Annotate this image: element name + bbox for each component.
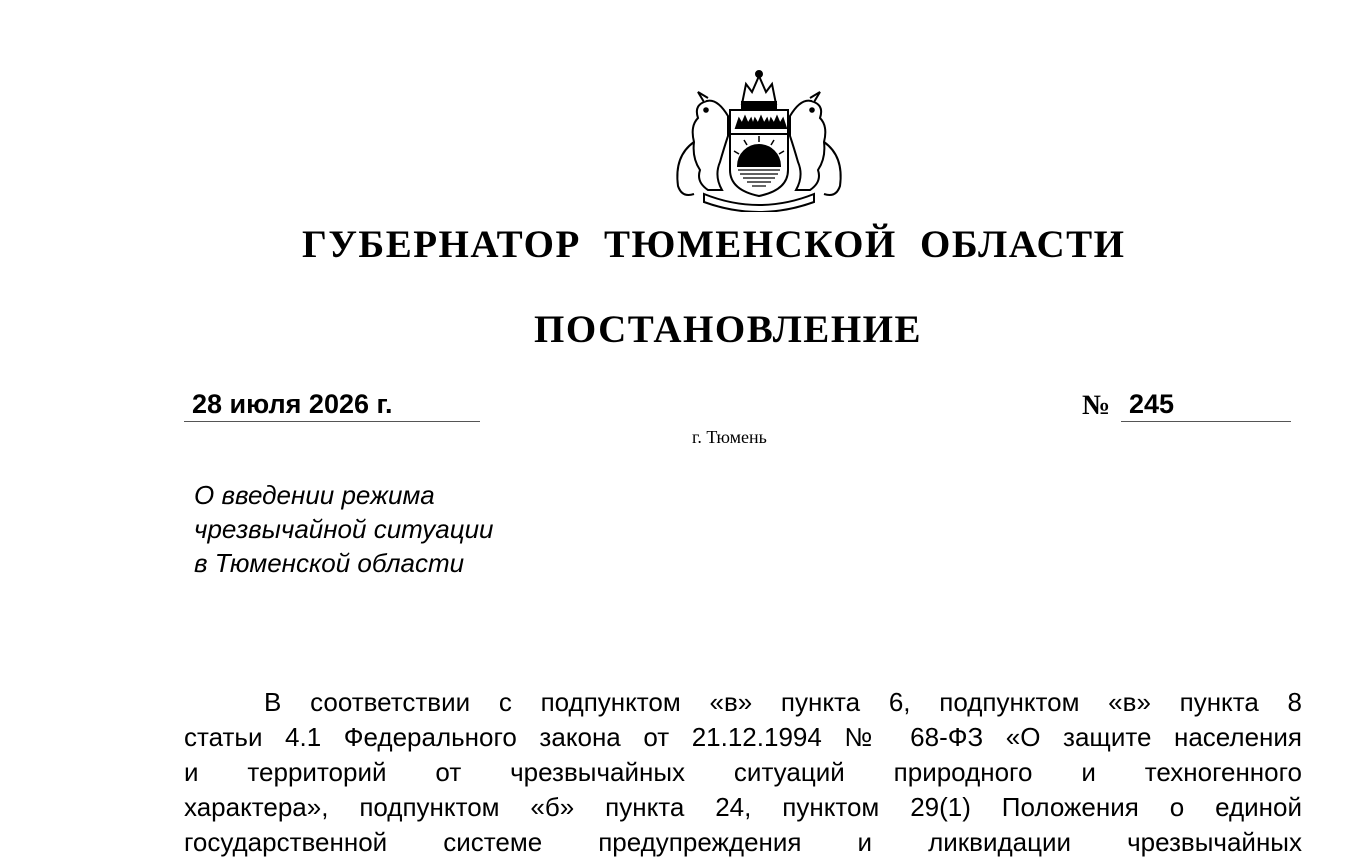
body-text <box>184 685 1302 860</box>
number-sign: № <box>1082 390 1111 421</box>
subject-line: чрезвычайной ситуации <box>194 514 494 544</box>
coat-of-arms-icon <box>664 66 854 212</box>
document-date: 28 июля 2026 г. <box>192 389 393 419</box>
date-field <box>184 388 480 422</box>
document-number: 245 <box>1129 389 1175 419</box>
document-subject <box>194 478 494 580</box>
city-label: г. Тюмень <box>692 427 767 447</box>
body-line: и территорий от чрезвычайных ситуаций природного и техногенного <box>184 757 1302 787</box>
subject-line: в Тюменской области <box>194 548 465 578</box>
authority-title: ГУБЕРНАТОР ТЮМЕНСКОЙ ОБЛАСТИ <box>302 223 1126 266</box>
subject-line: О введении режима <box>194 480 435 510</box>
body-line: статьи 4.1 Федерального закона от 21.12.1994 № 68-ФЗ «О защите населения <box>184 722 1302 752</box>
number-field <box>1121 388 1291 422</box>
body-line: государственной системе предупреждения и ликвидации чрезвычайных <box>184 827 1302 857</box>
body-line: В соответствии с подпунктом «в» пункта 6, подпунктом «в» пункта 8 <box>264 687 1302 717</box>
body-line: характера», подпунктом «б» пункта 24, пунктом 29(1) Положения о единой <box>184 792 1302 822</box>
document-type-title: ПОСТАНОВЛЕНИЕ <box>534 308 923 351</box>
